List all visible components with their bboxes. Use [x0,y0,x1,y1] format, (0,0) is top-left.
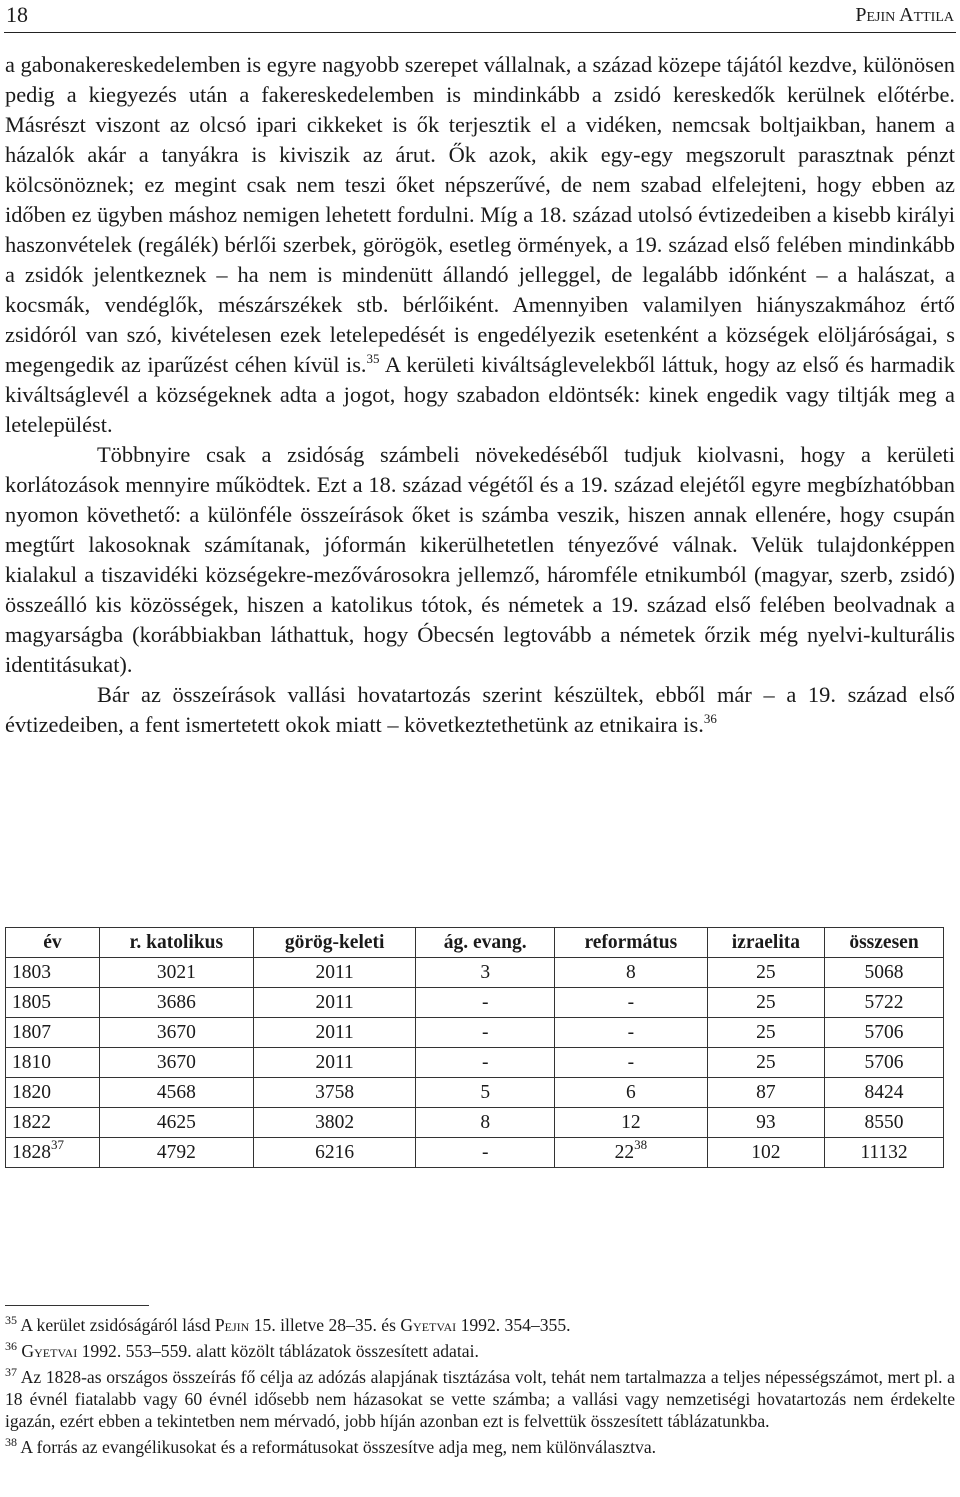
cell-value: - [481,1021,489,1043]
table-cell [253,988,416,1018]
table-row [6,1018,944,1048]
table-cell [253,1078,416,1108]
table-cell [825,1138,944,1168]
table-cell [416,1048,554,1078]
footnote-text: 1992. 553–559. alatt közölt táblázatok összesített adatai. [77,1341,479,1361]
column-header: izraelita [707,928,824,958]
table-cell [554,1138,707,1168]
table-cell [99,1108,253,1138]
paragraph-text: a gabonakereskedelemben is egyre nagyobb szerepet vállalnak, a század közepe tájától kezdve, különösen pedig a kiegyezés után a fakereskedelemben is mindinkább a zsidó kereskedők kerülnek előtérbe. Másrészt viszont az olcsó ipari cikkeket is ők terjesztik el a vidéken, nemcsak boltjaikban, hanem a házalók akár a tanyákra is kiviszik az árut. Ők azok, akik egy-egy megszorult parasztnak pénzt kölcsönöznek; ez megint csak nem teszi őket népszerűvé, de nem szabad elfelejteni, hogy ebben az időben ez ügyben máshoz nemigen lehetett fordulni. Míg a 18. század utolsó évtizedeiben a kisebb királyi haszonvételek (regálék) bérlői szerbek, görögök, esetleg örmények, a 19. század első felében mindinkább a zsidók jelentkeznek – ha nem is mindenütt állandó jelleggel, de legalább időnként – a halászat, a kocsmák, vendéglők, mészárszékek stb. bérlőiként. Amennyiben valamilyen hiányszakmához értő zsidóról van szó, kivételesen ezek letelepedését is engedélyezik esetenként a községek elöljáróságai, s megengedik az iparűzést céhen kívül is. [5,52,955,377]
footnote [5,1366,955,1432]
cell-value: 5706 [864,1051,904,1073]
footnote-reference: 37 [51,1136,64,1152]
table-cell [6,958,100,988]
footnote-reference: 35 [366,351,380,366]
table-cell [554,988,707,1018]
table-cell [6,1018,100,1048]
cell-value: - [481,1141,489,1163]
cell-value: 8550 [864,1111,904,1133]
cell-value: 8424 [864,1081,904,1103]
page-number: 18 [6,2,28,27]
table-cell [707,988,824,1018]
table-cell [554,1108,707,1138]
paragraph-text: Bár az összeírások vallási hovatartozás szerint készültek, ebből már – a 19. század első évtizedeiben, a fent ismertetett okok miatt – következtethetünk az etnikaira is. [5,682,955,737]
column-header: ág. evang. [416,928,554,958]
table-cell [99,958,253,988]
footnote-number: 37 [5,1365,17,1379]
table-cell [416,1138,554,1168]
table-cell [416,988,554,1018]
table-cell [99,1078,253,1108]
table-cell [825,1048,944,1078]
table-cell [253,958,416,988]
table-cell [825,1018,944,1048]
paragraph-text: A kerületi kiváltságlevelekből láttuk, hogy az első és harmadik kiváltságlevél a községeknek adta a jogot, hogy szabadon eldöntsék: kinek engedik vagy tiltják meg a letelepülést. [5,352,955,437]
table-cell [99,1018,253,1048]
footnote-text: 1992. 354–355. [456,1315,571,1335]
cell-value: 5 [480,1081,491,1103]
table-header-row [6,928,944,958]
cell-value: 3758 [315,1081,355,1103]
table-cell [416,1108,554,1138]
table-cell [6,1048,100,1078]
cell-value: 5722 [864,991,904,1013]
cell-value: 1820 [12,1081,51,1103]
body-text [5,50,955,740]
cell-value: 93 [756,1111,776,1133]
table-cell [253,1108,416,1138]
cell-value: 3 [480,961,491,983]
cell-value: 1805 [12,991,51,1013]
cell-value: 25 [756,991,776,1013]
table-cell [825,988,944,1018]
author-name: Pejin [214,1315,250,1335]
footnote [5,1436,955,1458]
table-cell [416,1018,554,1048]
table-cell [554,1048,707,1078]
cell-value: 4792 [156,1141,196,1163]
author-name: Gyetvai [21,1341,78,1361]
footnote-text: A kerület zsidóságáról lásd [17,1315,215,1335]
table-cell [416,1078,554,1108]
cell-value: 11132 [860,1141,908,1163]
cell-value: 8 [480,1111,491,1133]
running-author: Pejin Attila [855,4,954,26]
cell-value: 12 [621,1111,641,1133]
table-cell [416,958,554,988]
table-cell [99,988,253,1018]
paragraph-text: Többnyire csak a zsidóság számbeli növekedéséből tudjuk kiolvasni, hogy a kerületi korlátozások mennyire működtek. Ezt a 18. század végétől és a 19. század elejétől egyre megbízhatóbban nyomon követhető: a különféle összeírások őket is számba veszik, hiszen annak ellenére, hogy csupán megtűrt lakosoknak számítanak, jóformán kikerülhetetlen tényezővé válnak. Velük tulajdonképpen kialakul a tiszavidéki községekre-mezővárosokra jellemző, háromféle etnikumból (magyar, szerb, zsidó) összeálló kis közösségek, hiszen a katolikus tótok, és németek a 19. század első felében beolvadnak a magyarságba (korábbiakban láthattuk, hogy Óbecsén legtovább a németek őrzik még nyelvi-kulturális identitásukat). [5,442,955,677]
cell-value: 87 [756,1081,776,1103]
cell-value: 8 [625,961,636,983]
footnote-number: 38 [5,1435,17,1449]
footnote-number: 36 [5,1339,17,1353]
cell-value: - [627,991,635,1013]
table-cell [253,1138,416,1168]
cell-value: 3670 [156,1021,196,1043]
footnote-text: 15. illetve 28–35. és [249,1315,401,1335]
footnote-reference: 38 [634,1136,648,1152]
column-header: összesen [825,928,944,958]
table-cell [825,1108,944,1138]
cell-value: 1828 [12,1141,51,1163]
cell-value: 6216 [315,1141,355,1163]
cell-value: 3686 [156,991,196,1013]
footnote-text: A forrás az evangélikusokat és a reformátusokat összesítve adja meg, nem különválasztva. [17,1437,657,1457]
cell-value: 3670 [156,1051,196,1073]
table-cell [825,958,944,988]
table-cell [707,1078,824,1108]
cell-value: 1807 [12,1021,51,1043]
cell-value: 3802 [315,1111,355,1133]
table-cell [99,1048,253,1078]
footnote-divider [5,1305,149,1306]
census-table [5,927,944,1168]
cell-value: 2011 [315,1051,354,1073]
table-cell [825,1078,944,1108]
table-cell [253,1048,416,1078]
table-cell [707,958,824,988]
cell-value: - [481,1051,489,1073]
cell-value: 6 [625,1081,636,1103]
footnotes [5,1314,955,1462]
census-table-wrap [5,927,944,1168]
running-header [4,0,956,33]
footnote-reference: 36 [703,711,717,726]
cell-value: 2011 [315,961,354,983]
cell-value: 2011 [315,991,354,1013]
footnote [5,1340,955,1362]
table-row [6,1108,944,1138]
table-cell [253,1018,416,1048]
table-cell [6,1138,100,1168]
column-header: református [554,928,707,958]
cell-value: 1810 [12,1051,51,1073]
table-cell [6,988,100,1018]
cell-value: - [627,1021,635,1043]
cell-value: - [627,1051,635,1073]
column-header: év [6,928,100,958]
cell-value: 1822 [12,1111,51,1133]
table-cell [6,1078,100,1108]
table-cell [707,1018,824,1048]
cell-value: 102 [751,1141,781,1163]
cell-value: 5706 [864,1021,904,1043]
table-cell [554,1078,707,1108]
cell-value: 1803 [12,961,51,983]
cell-value: 2011 [315,1021,354,1043]
cell-value: - [481,991,489,1013]
paragraph [5,680,955,740]
cell-value: 4568 [156,1081,196,1103]
table-cell [554,958,707,988]
cell-value: 4625 [156,1111,196,1133]
cell-value: 25 [756,961,776,983]
table-cell [707,1108,824,1138]
table-cell [707,1048,824,1078]
table-row [6,958,944,988]
paragraph [5,50,955,440]
footnote-number: 35 [5,1313,17,1327]
table-cell [6,1108,100,1138]
table-cell [707,1138,824,1168]
table-row [6,1078,944,1108]
cell-value: 25 [756,1021,776,1043]
table-row [6,1048,944,1078]
cell-value: 3021 [156,961,196,983]
paragraph [5,440,955,680]
footnote [5,1314,955,1336]
column-header: r. katolikus [99,928,253,958]
table-cell [554,1018,707,1048]
cell-value: 22 [614,1141,635,1163]
cell-value: 25 [756,1051,776,1073]
author-name: Gyetvai [400,1315,457,1335]
column-header: görög-keleti [253,928,416,958]
footnote-text: Az 1828-as országos összeírás fő célja az adózás alapjának tisztázása volt, tehát nem tartalmazza a teljes népességszámot, mert pl. a 18 évnél fiatalabb vagy 60 évnél idősebb nem házasokat se vette számba; a vallási vagy nemzetiségi hovatartozás nem érdekelte igazán, ezért ebben a tekintetben nem mérvadó, jobb híján azonban ezt is felvettük összesített táblázatunkba. [5,1367,955,1431]
cell-value: 5068 [864,961,904,983]
table-row [6,1138,944,1168]
table-body [6,958,944,1168]
table-row [6,988,944,1018]
table-cell [99,1138,253,1168]
